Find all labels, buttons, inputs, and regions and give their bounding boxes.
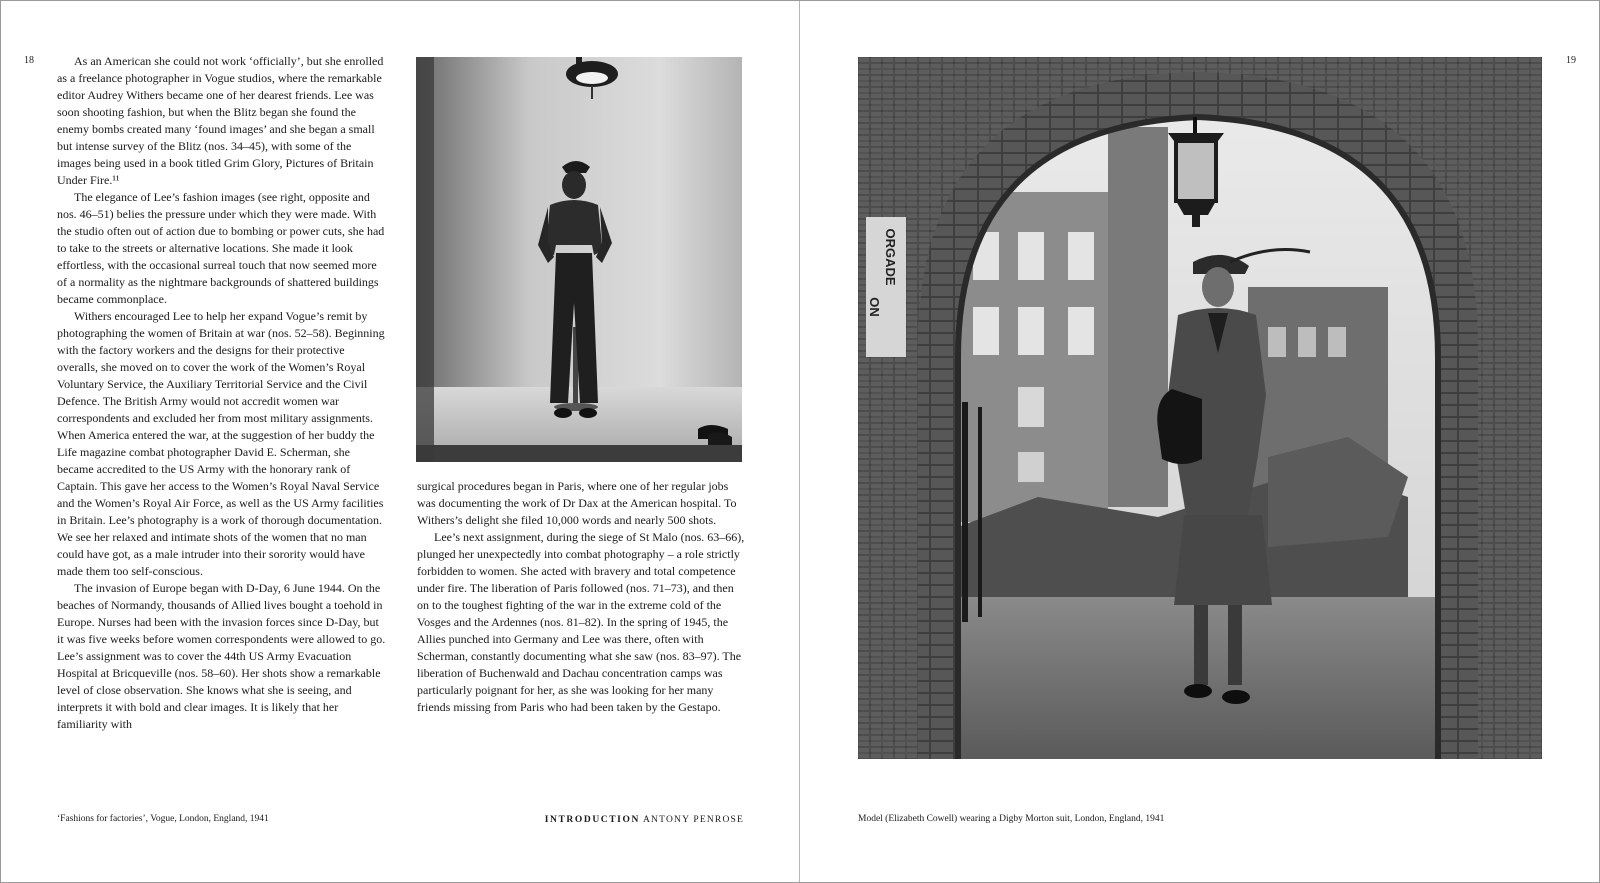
text-column-1 (57, 53, 387, 733)
paragraph: As an American she could not work ‘officially’, but she enrolled as a freelance photographer in Vogue studios, where the remarkable editor Audrey Withers became one of her dearest friends. Lee was soon shooting fashion, but when the Blitz began she found the enemy bombs created many ‘found images’ and she began a small but intense survey of the Blitz (nos. 34–45), with some of the images being used in a book titled Grim Glory, Pictures of Britain Under Fire.¹¹ (57, 54, 384, 187)
street-sign-line-1: ORGADE (883, 228, 898, 286)
paragraph: surgical procedures began in Paris, where one of her regular jobs was documenting the work of Dr Dax at the American hospital. To Withers’s delight she filed 10,000 words and nearly 500 shots. (417, 479, 737, 527)
photo-caption-left: ‘Fashions for factories’, Vogue, London, England, 1941 (57, 814, 269, 824)
text-column-2 (417, 478, 747, 716)
running-head-author: ANTONY PENROSE (643, 815, 744, 825)
paragraph: Withers encouraged Lee to help her expand Vogue’s remit by photographing the women of Britain at war (nos. 52–58). Beginning with the factory workers and the designs for their protective overalls, she moved on to cover the work of the Women’s Royal Voluntary Service, the Auxiliary Territorial Service and the Civil Defence. The British Army would not accredit women war correspondents and excluded her from most military assignments. When America entered the war, at the suggestion of her buddy the Life magazine combat photographer David E. Scherman, she became accredited to the US Army with the honorary rank of Captain. This gave her access to the Women’s Royal Naval Service and the Women’s Royal Air Force, as well as the US Army facilities in Britain. Lee’s photography is a work of thorough documentation. We see her relaxed and intimate shots of the women that no man could have got, as a male intruder into their sorority would have made them too self-conscious. (57, 309, 385, 578)
paragraph: The invasion of Europe began with D-Day, 6 June 1944. On the beaches of Normandy, thousands of Allied lives bought a toehold in Europe. Nurses had been with the invasion forces since D-Day, but it was five weeks before women correspondents were allowed to go. Lee’s assignment was to cover the 44th US Army Evacuation Hospital at Bricqueville (nos. 58–60). Her shots show a remarkable level of close observation. She knows what she is seeing, and interprets it with bold and clear images. It is likely that her familiarity with (57, 581, 386, 731)
street-sign-line-2: ON (867, 297, 882, 317)
running-head (540, 815, 744, 825)
paragraph: Lee’s next assignment, during the siege of St Malo (nos. 63–66), plunged her unexpectedly into combat photography – a role strictly forbidden to women. She acted with bravery and total competence under fire. The liberation of Paris followed (nos. 71–73), and then on to the toughest fighting of the war in the extreme cold of the Vosges and the Ardennes (nos. 81–82). In the spring of 1945, the Allies punched into Germany and Lee was there, often with Scherman, constantly documenting what she saw (nos. 83–97). The liberation of Buchenwald and Dachau concentration camps was particularly poignant for her, as she was looking for her many friends missing from Paris who had been taken by the Gestapo. (417, 530, 745, 714)
page-number-right: 19 (1566, 55, 1576, 66)
archway-fashion-photo (858, 57, 1542, 759)
page-number-left: 18 (24, 55, 34, 66)
paragraph: The elegance of Lee’s fashion images (see right, opposite and nos. 46–51) belies the pressure under which they were made. With the studio often out of action due to bombing or power cuts, she had to take to the streets or alternative locations. She made it look effortless, with the occasional surreal touch that now seemed more of a normality as the nightmare backgrounds of shattered buildings became commonplace. (57, 190, 385, 306)
studio-photo-illustration (416, 57, 742, 462)
factory-fashion-photo (416, 57, 742, 462)
spine-gutter (799, 1, 800, 882)
photo-caption-right: Model (Elizabeth Cowell) wearing a Digby Morton suit, London, England, 1941 (858, 814, 1165, 824)
archway-photo-illustration (858, 57, 1542, 759)
running-head-section: INTRODUCTION (544, 815, 640, 825)
